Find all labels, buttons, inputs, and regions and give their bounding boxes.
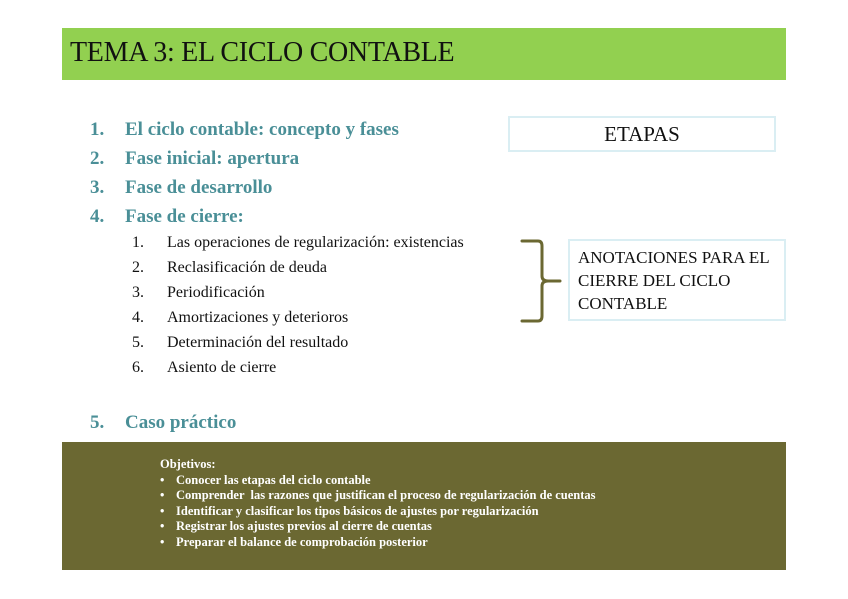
- bullet-icon: •: [160, 519, 165, 533]
- item-label: Caso práctico: [125, 412, 237, 433]
- objective-text: Preparar el balance de comprobación posterior: [176, 534, 428, 549]
- item-label: Fase inicial: apertura: [125, 148, 300, 169]
- curly-bracket-icon: [518, 238, 562, 324]
- item-label: Periodificación: [167, 284, 265, 301]
- item-number: 6.: [132, 359, 144, 376]
- objective-text: Identificar y clasificar los tipos básicos de ajustes por regularización: [176, 503, 539, 518]
- item-number: 5.: [132, 334, 144, 351]
- list-item: [132, 282, 467, 303]
- item-number: 3.: [90, 177, 105, 198]
- list-item: [90, 115, 399, 144]
- item-number: 5.: [90, 412, 105, 433]
- list-item: [160, 488, 596, 504]
- item-number: 2.: [132, 259, 144, 276]
- list-item: [132, 332, 467, 353]
- item-label: Fase de cierre:: [125, 206, 244, 227]
- list-item: [160, 519, 596, 535]
- closing-notes-box: [568, 239, 786, 321]
- bullet-icon: •: [160, 472, 165, 487]
- main-topic-list: [90, 115, 399, 231]
- case-study-item: [90, 408, 236, 437]
- item-number: 1.: [90, 119, 105, 140]
- list-item: [160, 535, 596, 551]
- list-item: [132, 257, 467, 278]
- list-item: [90, 173, 399, 202]
- item-label: El ciclo contable: concepto y fases: [125, 119, 399, 140]
- list-item: [90, 144, 399, 173]
- item-label: Las operaciones de regularización: existencias: [167, 234, 464, 251]
- item-label: Fase de desarrollo: [125, 177, 273, 198]
- bullet-icon: •: [160, 503, 165, 518]
- objective-text: Comprender las razones que justifican el proceso de regularización de cuentas: [176, 488, 596, 502]
- item-label: Asiento de cierre: [167, 359, 277, 376]
- objectives-panel: [62, 442, 786, 570]
- list-item: [132, 232, 467, 253]
- title-bar: [62, 28, 786, 80]
- list-item: [160, 473, 596, 489]
- page-title: TEMA 3: EL CICLO CONTABLE: [70, 37, 455, 68]
- list-item: [132, 357, 467, 378]
- item-number: 1.: [132, 234, 144, 251]
- closing-phase-sublist: [132, 232, 467, 382]
- notes-label: ANOTACIONES PARA EL CIERRE DEL CICLO CONTABLE: [578, 248, 770, 313]
- objectives-list: [160, 473, 596, 551]
- list-item: [160, 504, 596, 520]
- etapas-box: [508, 116, 776, 152]
- objectives-heading: Objetivos:: [160, 457, 216, 471]
- objective-text: Registrar los ajustes previos al cierre de cuentas: [176, 519, 432, 533]
- item-number: 4.: [132, 309, 144, 326]
- etapas-label: ETAPAS: [604, 121, 680, 146]
- item-label: Reclasificación de deuda: [167, 259, 327, 276]
- item-number: 3.: [132, 284, 144, 301]
- item-number: 2.: [90, 148, 105, 169]
- list-item: [90, 202, 399, 231]
- item-label: Amortizaciones y deterioros: [167, 309, 349, 326]
- bullet-icon: •: [160, 488, 165, 502]
- list-item: [132, 307, 467, 328]
- objective-text: Conocer las etapas del ciclo contable: [176, 472, 371, 487]
- item-number: 4.: [90, 206, 105, 227]
- bullet-icon: •: [160, 534, 165, 549]
- item-label: Determinación del resultado: [167, 334, 349, 351]
